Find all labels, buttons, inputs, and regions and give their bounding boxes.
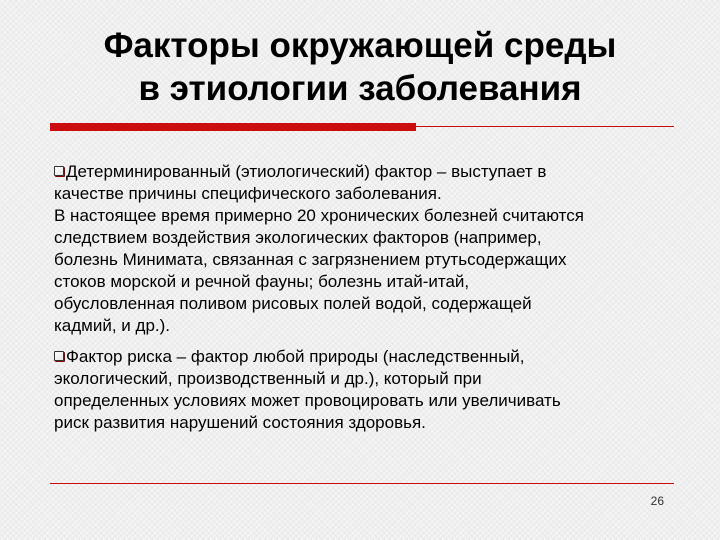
- slide-body: [54, 161, 674, 434]
- bullet-paragraph-2: [54, 346, 674, 434]
- text-line: болезнь Минимата, связанная с загрязнением ртутьсодержащих: [54, 250, 567, 269]
- text-line: качестве причины специфического заболевания.: [54, 184, 442, 203]
- text-line: обусловленная поливом рисовых полей водой, содержащей: [54, 294, 532, 313]
- text-line: риск развития нарушений состояния здоровья.: [54, 413, 426, 432]
- footer-rule: [50, 483, 674, 484]
- text-line: следствием воздействия экологических факторов (например,: [54, 228, 542, 247]
- text-line: экологический, производственный и др.), который при: [54, 369, 482, 388]
- text-line: определенных условиях может провоцировать или увеличивать: [54, 391, 561, 410]
- title-underline-rule: [416, 126, 674, 127]
- text-line: В настоящее время примерно 20 хронических болезней считаются: [54, 206, 584, 225]
- text-line: кадмий, и др.).: [54, 316, 171, 335]
- text-line: стоков морской и речной фауны; болезнь итай-итай,: [54, 272, 470, 291]
- title-line-1: Факторы окружающей среды: [103, 26, 617, 65]
- page-number: 26: [650, 494, 664, 508]
- title-underline-bar: [50, 123, 416, 131]
- text-line: Детерминированный (этиологический) фактор – выступает в: [54, 161, 674, 183]
- slide-title: [40, 24, 680, 110]
- bullet-paragraph-1: [54, 161, 674, 337]
- square-bullet-icon: [54, 351, 64, 361]
- text-line: Фактор риска – фактор любой природы (наследственный,: [54, 346, 674, 368]
- title-line-2: в этиологии заболевания: [138, 69, 582, 108]
- square-bullet-icon: [54, 166, 64, 176]
